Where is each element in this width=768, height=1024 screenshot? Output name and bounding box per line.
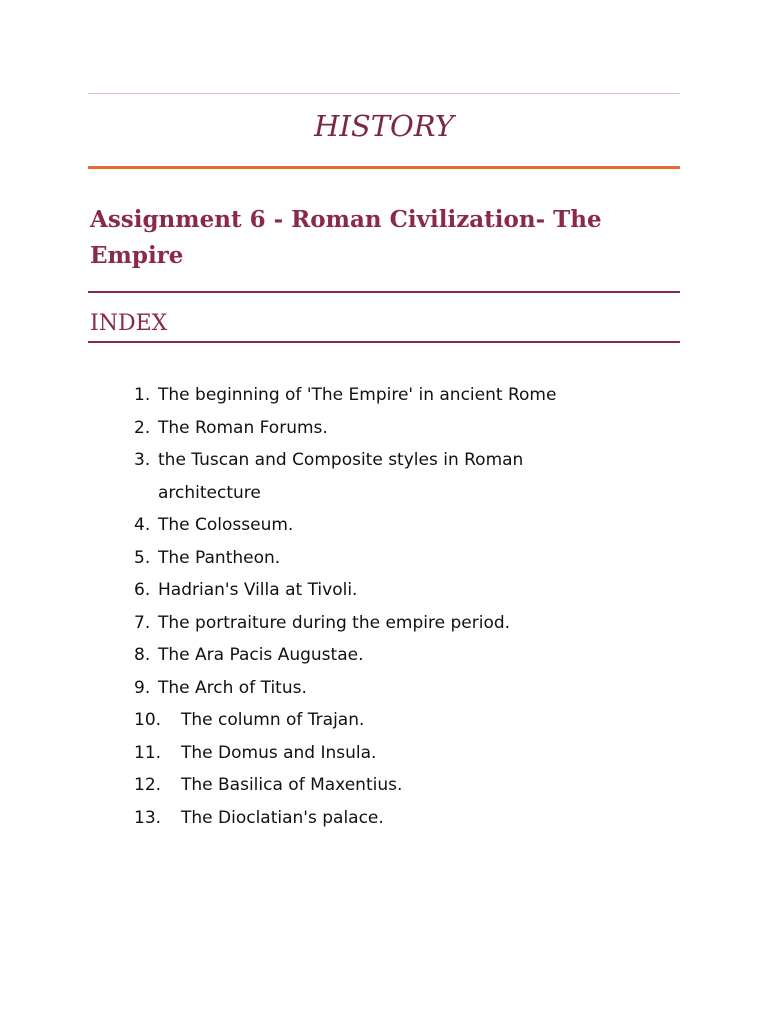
index-item-number: 6. bbox=[134, 580, 151, 600]
index-top-divider bbox=[88, 291, 680, 293]
index-item bbox=[0, 412, 768, 445]
index-item-number: 5. bbox=[134, 547, 151, 568]
index-item-text: The column of Trajan. bbox=[181, 710, 365, 730]
index-item-text: The Basilica of Maxentius. bbox=[181, 775, 403, 795]
index-item-number: 8. bbox=[134, 645, 151, 665]
index-item-text: The Pantheon. bbox=[158, 547, 281, 568]
index-item-text: The Ara Pacis Augustae. bbox=[158, 645, 364, 665]
index-item bbox=[0, 542, 768, 575]
index-list bbox=[0, 379, 768, 834]
index-heading: INDEX bbox=[90, 311, 168, 336]
assignment-heading: Assignment 6 - Roman Civilization- The Empire bbox=[90, 206, 602, 269]
index-item bbox=[0, 639, 768, 672]
index-item-text: The Roman Forums. bbox=[158, 417, 328, 438]
index-item-number: 9. bbox=[134, 677, 151, 698]
index-item-text: The Arch of Titus. bbox=[158, 677, 307, 698]
index-item-text: The Dioclatian's palace. bbox=[181, 807, 384, 828]
index-item-text: The portraiture during the empire period. bbox=[158, 612, 511, 633]
index-item bbox=[0, 574, 768, 607]
index-item bbox=[0, 607, 768, 640]
index-item bbox=[0, 737, 768, 770]
index-item bbox=[0, 509, 768, 542]
index-item-number: 1. bbox=[134, 385, 151, 405]
top-divider bbox=[88, 93, 680, 94]
index-item bbox=[0, 802, 768, 835]
index-item-text: The Colosseum. bbox=[158, 515, 294, 535]
index-item bbox=[0, 704, 768, 737]
page-title: HISTORY bbox=[314, 109, 454, 143]
index-item-number: 4. bbox=[134, 515, 151, 535]
index-item-number: 12. bbox=[134, 775, 162, 795]
index-item-text: Hadrian's Villa at Tivoli. bbox=[158, 580, 358, 600]
index-item-number: 7. bbox=[134, 612, 151, 633]
index-item-text: The Domus and Insula. bbox=[181, 742, 377, 763]
index-item bbox=[0, 379, 768, 412]
index-item bbox=[0, 444, 768, 509]
index-item-number: 11. bbox=[134, 742, 162, 763]
index-item bbox=[0, 672, 768, 705]
index-item-number: 13. bbox=[134, 807, 162, 828]
index-item-text: the Tuscan and Composite styles in Roman architecture bbox=[158, 450, 524, 503]
index-item-number: 10. bbox=[134, 710, 162, 730]
index-item bbox=[0, 769, 768, 802]
index-item-number: 2. bbox=[134, 417, 151, 438]
title-underline bbox=[88, 166, 680, 169]
index-item-text: The beginning of 'The Empire' in ancient Rome bbox=[158, 385, 557, 405]
index-item-number: 3. bbox=[134, 450, 151, 470]
index-bottom-divider bbox=[88, 341, 680, 343]
